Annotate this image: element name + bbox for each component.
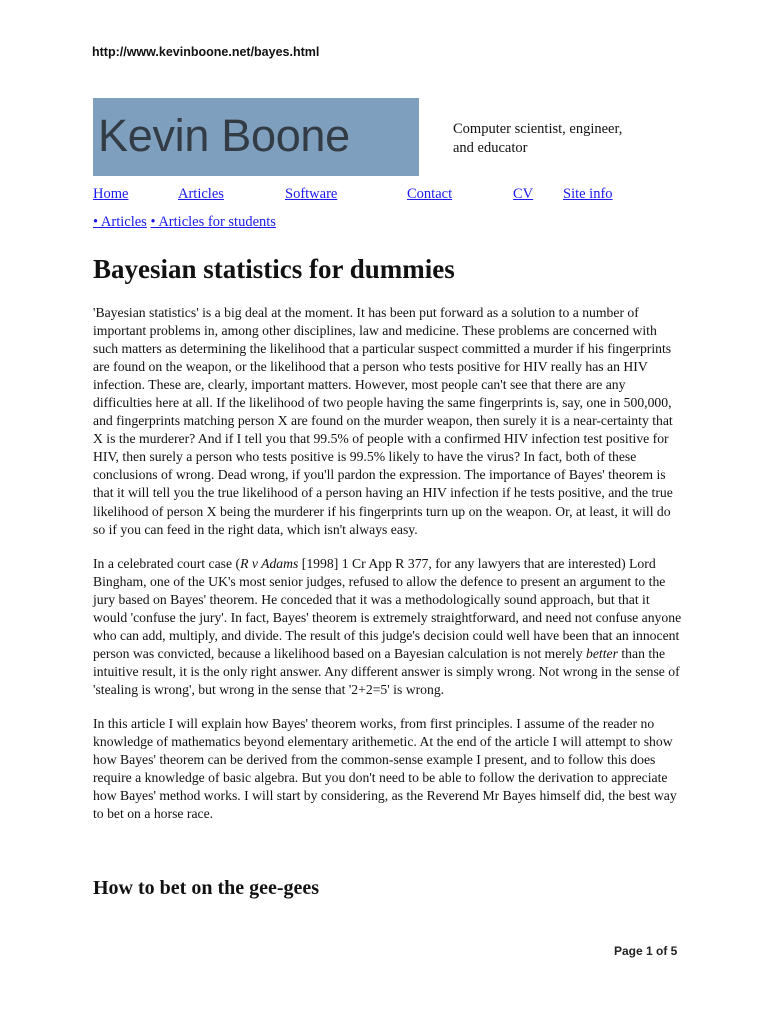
nav-software-link[interactable]: Software [285,186,338,202]
article-title: Bayesian statistics for dummies [93,254,455,284]
court-case-text-a: In a celebrated court case ( [93,555,241,571]
nav-site-info-link[interactable]: Site info [563,186,613,202]
emphasis-better: better [585,645,618,661]
breadcrumb [93,214,276,231]
court-case-text-c: than the intuitive result, it is the only right answer. Any different answer is simply wrong. Not wrong in the sense of 'stealing is wrong', but wrong in the sense that '2+2=5' is wrong. [93,645,680,697]
nav-articles-link[interactable]: Articles [178,186,224,202]
site-logo-banner[interactable] [93,98,419,176]
article-body [93,304,683,839]
page-number: Page 1 of 5 [614,944,678,958]
case-name: R v Adams [240,555,299,571]
page-url: http://www.kevinboone.net/bayes.html [92,45,320,59]
breadcrumb-articles-link[interactable]: • Articles [93,214,147,230]
nav-cv-link[interactable]: CV [513,186,534,202]
breadcrumb-articles-for-students-link[interactable]: • Articles for students [150,214,276,230]
paragraph-article-plan: In this article I will explain how Bayes' theorem works, from first principles. I assume of the reader no knowledge of mathematics beyond elementary arithemetic. At the end of the article I will attempt to show how Bayes' theorem can be derived from the common-sense example I present, and to follow this does require a knowledge of basic algebra. But you don't need to be able to follow the derivation to appreciate how Bayes' method works. I will start by considering, as the Reverend Mr Bayes himself did, the best way to bet on a horse race. [93,715,677,822]
paragraph-court-case [93,555,683,699]
site-tagline: Computer scientist, engineer, and educator [453,121,623,156]
nav-contact-link[interactable]: Contact [407,186,453,202]
paragraph-intro: 'Bayesian statistics' is a big deal at the moment. It has been put forward as a solution to a number of important problems in, among other disciplines, law and medicine. These problems are concerned with such matters as determining the likelihood that a particular suspect committed a murder if his fingerprints are found on the weapon, or the likelihood that a person who tests positive for HIV really has an HIV infection. These are, clearly, important matters. However, most people can't see that there are any difficulties here at all. If the likelihood of two people having the same fingerprints is, say, one in 500,000, and fingerprints matching person X are found on the murder weapon, then surely it is a near-certainty that X is the murderer? And if I tell you that 99.5% of people with a confirmed HIV infection test positive for HIV, then surely a person who tests positive is 99.5% likely to have the virus? In fact, both of these conclusions of wrong. Dead wrong, if you'll pardon the expression. The importance of Bayes' theorem is that it will tell you the true likelihood of a person having an HIV infection if he tests positive, and the true likelihood of person X being the murderer if his fingerprints turn up on the weapon. Or, at least, it will do so if you can feed in the right data, which isn't always easy. [93,305,673,537]
nav-home-link[interactable]: Home [93,186,129,202]
court-case-text-b: [1998] 1 Cr App R 377, for any lawyers that are interested) Lord Bingham, one of the UK's most senior judges, refused to allow the defence to present an argument to the jury based on Bayes' theorem. He conceded that it was a methodologically sound approach, but that it would 'confuse the jury'. In fact, Bayes' theorem is extremely straightforward, and need not confuse anyone who can add, multiply, and divide. The result of this judge's decision could well have been that an innocent person was convicted, because a likelihood based on a Bayesian calculation is not merely [93,555,682,661]
section-heading: How to bet on the gee-gees [93,877,320,899]
site-logo-text: Kevin Boone [98,110,350,161]
